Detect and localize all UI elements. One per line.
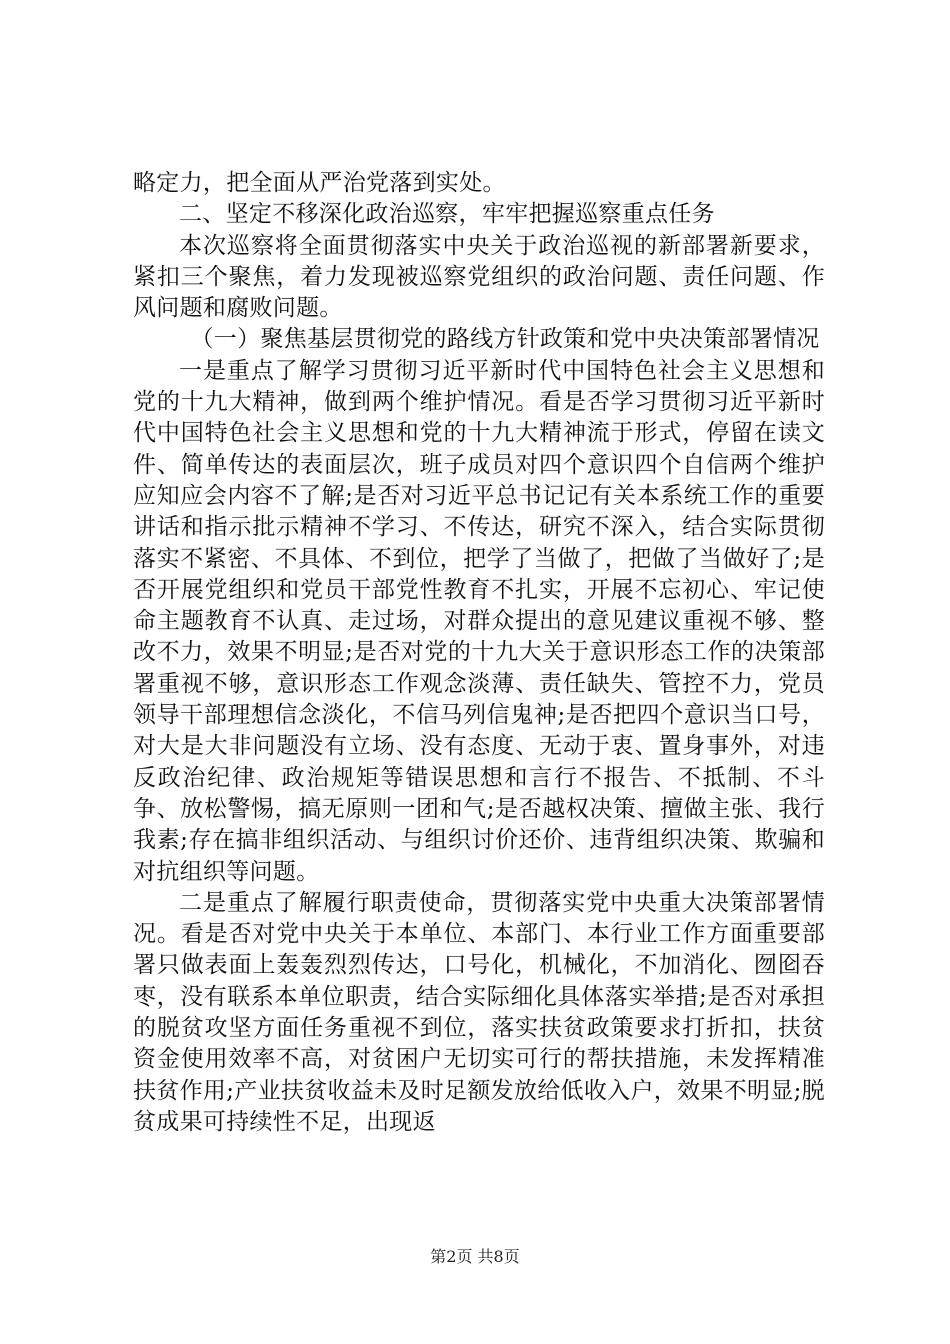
subsection-heading-one: （一）聚焦基层贯彻党的路线方针政策和党中央决策部署情况 — [190, 326, 820, 353]
paragraph-intro: 本次巡察将全面贯彻落实中央关于政治巡视的新部署新要求，紧扣三个聚焦，着力发现被巡察党组织的政治问题、责任问题、作风问题和腐败问题。 — [133, 232, 825, 322]
page-number-footer: 第2页 共8页 — [430, 1247, 520, 1266]
document-body — [133, 168, 825, 1138]
section-heading-two: 二、坚定不移深化政治巡察，牢牢把握巡察重点任务 — [179, 201, 715, 228]
paragraph-point-one: 一是重点了解学习贯彻习近平新时代中国特色社会主义思想和党的十九大精神，做到两个维护情况。看是否学习贯彻习近平新时代中国特色社会主义思想和党的十九大精神流于形式，停留在读文件、简单传达的表面层次，班子成员对四个意识四个自信两个维护应知应会内容不了解;是否对习近平总书记记有关本系统工作的重要讲话和指示批示精神不学习、不传达，研究不深入，结合实际贯彻落实不紧密、不具体、不到位，把学了当做了，把做了当做好了;是否开展党组织和党员干部党性教育不扎实，开展不忘初心、牢记使命主题教育不认真、走过场，对群众提出的意见建议重视不够、整改不力，效果不明显;是否对党的十九大关于意识形态工作的决策部署重视不够，意识形态工作观念淡薄、责任缺失、管控不力，党员领导干部理想信念淡化，不信马列信鬼神;是否把四个意识当口号，对大是大非问题没有立场、没有态度、无动于衷、置身事外，对违反政治纪律、政治规矩等错误思想和言行不报告、不抵制、不斗争、放松警惕，搞无原则一团和气;是否越权决策、擅做主张、我行我素;存在搞非组织活动、与组织讨价还价、违背组织决策、欺骗和对抗组织等问题。 — [133, 357, 825, 885]
paragraph-point-two: 二是重点了解履行职责使命，贯彻落实党中央重大决策部署情况。看是否对党中央关于本单位、本部门、本行业工作方面重要部署只做表面上轰轰烈烈传达，口号化，机械化，不加消化、囫囵吞枣，没有联系本单位职责，结合实际细化具体落实举措;是否对承担的脱贫攻坚方面任务重视不到位，落实扶贫政策要求打折扣，扶贫资金使用效率不高，对贫困户无切实可行的帮扶措施，未发挥精准扶贫作用;产业扶贫收益未及时足额发放给低收入户，效果不明显;脱贫成果可持续性不足，出现返 — [133, 889, 825, 1135]
paragraph-continuation: 略定力，把全面从严治党落到实处。 — [133, 170, 506, 196]
